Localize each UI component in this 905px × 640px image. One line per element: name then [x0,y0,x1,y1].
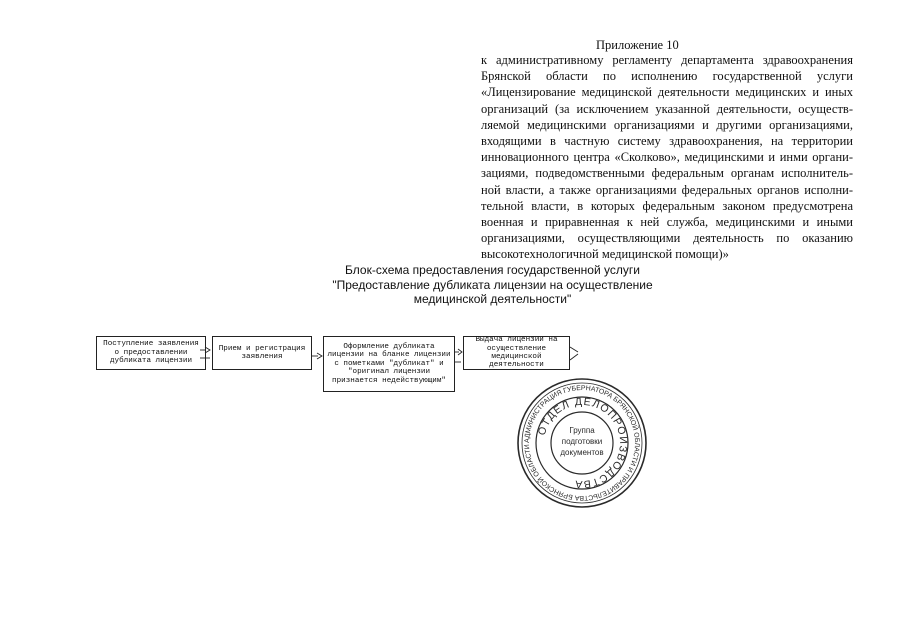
appendix-line: к административному регламенту департамента здравоохранения [481,53,853,67]
stamp-outer-text: АДМИНИСТРАЦИЯ ГУБЕРНАТОРА БРЯНСКОЙ ОБЛАСТИ И ПРАВИТЕЛЬСТВА БРЯНСКОЙ ОБЛАСТИ [523,384,641,502]
scheme-title-line: Блок-схема предоставления государственной услуги [345,263,640,277]
flow-step-text: Оформление дубликата [343,342,435,351]
flow-step-text: дубликата лицензии [109,357,193,366]
stamp-seal [518,379,646,507]
stamp-inner-text: ОТДЕЛ ДЕЛОПРОИЗВОДСТВА [535,395,630,491]
flow-step-text: "оригинал лицензии [347,368,431,377]
stamp-center-line: Группа [569,426,595,435]
appendix-line: Брянской области по исполнению государственной услуги [481,69,853,84]
scheme-title-line: "Предоставление дубликата лицензии на осуществление [332,277,653,292]
flow-step-text: заявления [241,353,283,361]
appendix-line: зациями, подведомственными федеральным органам исполнитель- [481,166,853,181]
stamp-center-line: документов [560,448,604,457]
appendix-line: инновационного центра «Сколково», медицинскими и инми органи- [481,150,853,165]
appendix-line: ляемой медицинскими организациями и другими организациями, [481,117,853,132]
flow-step-text: осуществление [486,344,547,353]
flow-step-text: деятельности [489,361,544,370]
flow-step-text: Выдача лицензии на [475,336,558,345]
arrow-icon [570,347,578,360]
flow-step-text: о предоставлении [114,348,188,357]
arrow-icon [455,349,462,362]
flow-step-text: Прием и регистрация [218,344,306,353]
appendix-title: Приложение 10 [596,38,679,52]
appendix-line: организаций (за исключением указанной деятельности, осуществ- [481,101,853,116]
arrow-icon [200,347,210,358]
flow-step-text: признается недействующим" [332,376,446,385]
appendix-line: входящими в частную систему здравоохранения, на территории [481,134,853,149]
appendix-line: «Лицензирование медицинской деятельности медицинских и иных [481,85,853,100]
flow-step-text: лицензии на бланке лицензии [327,351,451,360]
flow-step-text: с пометками "дубликат" и [334,359,444,368]
arrow-icon [312,353,322,359]
stamp-center-line: подготовки [561,437,603,446]
appendix-line: ной власти, а также организациями федеральных органов исполни- [481,182,853,197]
flow-step-text: Поступление заявления [103,340,199,349]
flow-step-text: медицинской [491,353,542,361]
appendix-line: тельной власти, в которых федеральным законом предусмотрена [481,198,853,213]
scheme-title-line: медицинской деятельности" [413,292,572,306]
appendix-line: военная и приравненная к ней служба, медицинскими и иными [481,215,853,230]
appendix-line: организациями, осуществляющими деятельность по оказанию [481,231,853,246]
appendix-line: высокотехнологичной медицинской помощи)» [481,247,729,262]
